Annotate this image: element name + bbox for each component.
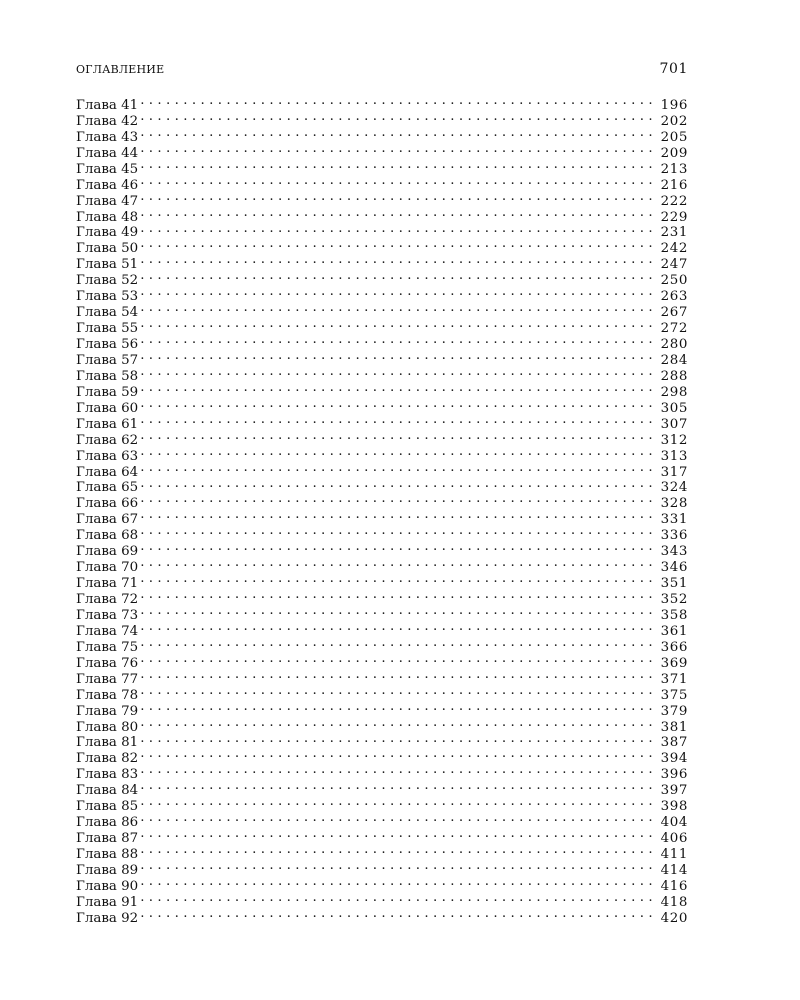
toc-entry[interactable] bbox=[76, 858, 688, 874]
toc-entry-page: 398 bbox=[660, 799, 688, 811]
toc-entry[interactable] bbox=[76, 300, 688, 316]
toc-entry[interactable] bbox=[76, 236, 688, 252]
dot-leader bbox=[140, 715, 657, 731]
toc-entry-page: 394 bbox=[660, 751, 688, 763]
toc-entry[interactable] bbox=[76, 699, 688, 715]
toc-entry[interactable] bbox=[76, 93, 688, 109]
toc-entry[interactable] bbox=[76, 364, 688, 380]
dot-leader bbox=[140, 348, 657, 364]
toc-entry-page: 328 bbox=[660, 496, 688, 508]
dot-leader bbox=[140, 491, 657, 507]
dot-leader bbox=[140, 412, 657, 428]
table-of-contents bbox=[76, 93, 688, 922]
dot-leader bbox=[140, 380, 657, 396]
dot-leader bbox=[140, 221, 657, 237]
toc-entry-page: 317 bbox=[660, 464, 688, 476]
toc-entry-label: Глава 64 bbox=[76, 464, 139, 476]
toc-entry[interactable] bbox=[76, 316, 688, 332]
toc-entry[interactable] bbox=[76, 842, 688, 858]
toc-entry[interactable] bbox=[76, 810, 688, 826]
dot-leader bbox=[140, 252, 657, 268]
toc-entry[interactable] bbox=[76, 603, 688, 619]
toc-entry-page: 209 bbox=[660, 145, 688, 157]
toc-entry-page: 336 bbox=[660, 528, 688, 540]
toc-entry[interactable] bbox=[76, 157, 688, 173]
toc-entry-label: Глава 85 bbox=[76, 799, 139, 811]
toc-entry-label: Глава 89 bbox=[76, 862, 139, 874]
dot-leader bbox=[140, 173, 657, 189]
dot-leader bbox=[140, 539, 657, 555]
toc-entry[interactable] bbox=[76, 746, 688, 762]
toc-entry-page: 324 bbox=[660, 480, 688, 492]
toc-entry-label: Глава 41 bbox=[76, 97, 139, 109]
dot-leader bbox=[140, 874, 657, 890]
toc-entry-page: 247 bbox=[660, 257, 688, 269]
dot-leader bbox=[140, 205, 657, 221]
toc-entry-label: Глава 65 bbox=[76, 480, 139, 492]
toc-entry[interactable] bbox=[76, 635, 688, 651]
toc-entry-page: 313 bbox=[660, 448, 688, 460]
toc-entry[interactable] bbox=[76, 794, 688, 810]
dot-leader bbox=[140, 778, 657, 794]
toc-entry-label: Глава 50 bbox=[76, 241, 139, 253]
toc-entry[interactable] bbox=[76, 460, 688, 476]
toc-entry-label: Глава 62 bbox=[76, 432, 139, 444]
toc-entry[interactable] bbox=[76, 284, 688, 300]
dot-leader bbox=[140, 762, 657, 778]
dot-leader bbox=[140, 300, 657, 316]
toc-entry[interactable] bbox=[76, 555, 688, 571]
document-page bbox=[76, 0, 688, 1000]
toc-entry-label: Глава 48 bbox=[76, 209, 139, 221]
dot-leader bbox=[140, 571, 657, 587]
toc-entry-label: Глава 59 bbox=[76, 384, 139, 396]
toc-entry-label: Глава 69 bbox=[76, 544, 139, 556]
toc-entry-label: Глава 86 bbox=[76, 815, 139, 827]
toc-entry-page: 351 bbox=[660, 576, 688, 588]
toc-entry[interactable] bbox=[76, 890, 688, 906]
dot-leader bbox=[140, 842, 657, 858]
toc-entry[interactable] bbox=[76, 571, 688, 587]
toc-entry[interactable] bbox=[76, 173, 688, 189]
dot-leader bbox=[140, 507, 657, 523]
toc-entry-page: 298 bbox=[660, 384, 688, 396]
toc-entry-page: 411 bbox=[660, 847, 688, 858]
toc-entry[interactable] bbox=[76, 683, 688, 699]
toc-entry[interactable] bbox=[76, 444, 688, 460]
toc-entry-page: 366 bbox=[660, 639, 688, 651]
toc-entry-page: 369 bbox=[660, 655, 688, 667]
toc-entry[interactable] bbox=[76, 396, 688, 412]
toc-entry-label: Глава 45 bbox=[76, 161, 139, 173]
toc-entry[interactable] bbox=[76, 252, 688, 268]
dot-leader bbox=[140, 731, 657, 747]
toc-entry-page: 396 bbox=[660, 767, 688, 779]
dot-leader bbox=[140, 125, 657, 141]
dot-leader bbox=[140, 268, 657, 284]
page-number: 701 bbox=[659, 61, 688, 77]
toc-entry[interactable] bbox=[76, 221, 688, 237]
dot-leader bbox=[140, 109, 657, 125]
toc-entry[interactable] bbox=[76, 332, 688, 348]
toc-entry-label: Глава 53 bbox=[76, 289, 139, 301]
toc-entry-page: 414 bbox=[660, 862, 688, 874]
dot-leader bbox=[140, 460, 657, 476]
toc-entry-label: Глава 84 bbox=[76, 783, 139, 795]
toc-entry[interactable] bbox=[76, 619, 688, 635]
toc-entry-page: 375 bbox=[660, 687, 688, 699]
toc-entry-label: Глава 71 bbox=[76, 576, 139, 588]
dot-leader bbox=[140, 444, 657, 460]
dot-leader bbox=[140, 332, 657, 348]
toc-entry-label: Глава 78 bbox=[76, 687, 139, 699]
toc-entry-label: Глава 88 bbox=[76, 847, 139, 858]
toc-entry-page: 397 bbox=[660, 783, 688, 795]
toc-entry-label: Глава 60 bbox=[76, 400, 139, 412]
toc-entry-page: 305 bbox=[660, 400, 688, 412]
toc-entry-label: Глава 61 bbox=[76, 416, 139, 428]
toc-entry-page: 358 bbox=[660, 607, 688, 619]
toc-entry-page: 343 bbox=[660, 544, 688, 556]
toc-entry-label: Глава 87 bbox=[76, 831, 139, 843]
toc-entry-page: 267 bbox=[660, 305, 688, 317]
toc-entry[interactable] bbox=[76, 380, 688, 396]
toc-entry[interactable] bbox=[76, 667, 688, 683]
toc-entry-label: Глава 79 bbox=[76, 703, 139, 715]
toc-entry[interactable] bbox=[76, 778, 688, 794]
toc-entry-label: Глава 51 bbox=[76, 257, 139, 269]
toc-entry-label: Глава 67 bbox=[76, 512, 139, 524]
toc-entry-page: 272 bbox=[660, 321, 688, 333]
toc-entry[interactable] bbox=[76, 539, 688, 555]
toc-entry-page: 280 bbox=[660, 337, 688, 348]
toc-entry-page: 379 bbox=[660, 703, 688, 715]
toc-entry-page: 352 bbox=[660, 592, 688, 603]
toc-entry-label: Глава 68 bbox=[76, 528, 139, 540]
dot-leader bbox=[140, 635, 657, 651]
toc-entry-label: Глава 47 bbox=[76, 193, 139, 205]
dot-leader bbox=[140, 699, 657, 715]
dot-leader bbox=[140, 683, 657, 699]
toc-entry-page: 216 bbox=[660, 177, 688, 189]
dot-leader bbox=[140, 93, 657, 109]
toc-entry[interactable] bbox=[76, 651, 688, 667]
dot-leader bbox=[140, 364, 657, 380]
toc-entry-page: 418 bbox=[660, 894, 688, 906]
dot-leader bbox=[140, 826, 657, 842]
toc-entry-page: 406 bbox=[660, 831, 688, 843]
toc-entry-page: 331 bbox=[660, 512, 688, 524]
dot-leader bbox=[140, 236, 657, 252]
toc-entry-label: Глава 63 bbox=[76, 448, 139, 460]
toc-entry[interactable] bbox=[76, 491, 688, 507]
dot-leader bbox=[140, 189, 657, 205]
toc-entry[interactable] bbox=[76, 125, 688, 141]
dot-leader bbox=[140, 555, 657, 571]
dot-leader bbox=[140, 746, 657, 762]
toc-entry[interactable] bbox=[76, 412, 688, 428]
toc-entry-label: Глава 90 bbox=[76, 878, 139, 890]
dot-leader bbox=[140, 157, 657, 173]
toc-entry[interactable] bbox=[76, 906, 688, 922]
toc-entry-page: 284 bbox=[660, 352, 688, 364]
dot-leader bbox=[140, 523, 657, 539]
dot-leader bbox=[140, 316, 657, 332]
dot-leader bbox=[140, 587, 657, 603]
dot-leader bbox=[140, 603, 657, 619]
toc-entry-page: 196 bbox=[660, 97, 688, 109]
toc-entry-label: Глава 46 bbox=[76, 177, 139, 189]
toc-entry[interactable] bbox=[76, 587, 688, 603]
toc-entry-label: Глава 72 bbox=[76, 592, 139, 603]
running-head-title: ОГЛАВЛЕНИЕ bbox=[76, 63, 165, 76]
toc-entry[interactable] bbox=[76, 507, 688, 523]
toc-entry-page: 202 bbox=[660, 113, 688, 125]
toc-entry[interactable] bbox=[76, 109, 688, 125]
toc-entry[interactable] bbox=[76, 476, 688, 492]
toc-entry-label: Глава 91 bbox=[76, 894, 139, 906]
toc-entry-label: Глава 80 bbox=[76, 719, 139, 731]
toc-entry-page: 307 bbox=[660, 416, 688, 428]
toc-entry[interactable] bbox=[76, 523, 688, 539]
toc-entry-page: 371 bbox=[660, 671, 688, 683]
toc-entry[interactable] bbox=[76, 189, 688, 205]
dot-leader bbox=[140, 141, 657, 157]
toc-entry[interactable] bbox=[76, 731, 688, 747]
toc-entry[interactable] bbox=[76, 715, 688, 731]
toc-entry-label: Глава 57 bbox=[76, 352, 139, 364]
toc-entry-page: 387 bbox=[660, 735, 688, 747]
dot-leader bbox=[140, 396, 657, 412]
toc-entry-label: Глава 42 bbox=[76, 113, 139, 125]
toc-entry-page: 250 bbox=[660, 273, 688, 285]
toc-entry-page: 420 bbox=[660, 910, 688, 922]
toc-entry-page: 231 bbox=[660, 225, 688, 237]
toc-entry[interactable] bbox=[76, 762, 688, 778]
toc-entry-label: Глава 73 bbox=[76, 607, 139, 619]
dot-leader bbox=[140, 476, 657, 492]
toc-entry-page: 346 bbox=[660, 560, 688, 572]
dot-leader bbox=[140, 858, 657, 874]
dot-leader bbox=[140, 428, 657, 444]
toc-entry-page: 404 bbox=[660, 815, 688, 827]
dot-leader bbox=[140, 794, 657, 810]
dot-leader bbox=[140, 619, 657, 635]
toc-entry-label: Глава 52 bbox=[76, 273, 139, 285]
dot-leader bbox=[140, 890, 657, 906]
toc-entry-label: Глава 74 bbox=[76, 623, 139, 635]
dot-leader bbox=[140, 906, 657, 922]
toc-entry-page: 242 bbox=[660, 241, 688, 253]
toc-entry[interactable] bbox=[76, 268, 688, 284]
toc-entry-label: Глава 56 bbox=[76, 337, 139, 348]
toc-entry-label: Глава 55 bbox=[76, 321, 139, 333]
running-head bbox=[76, 61, 688, 79]
toc-entry-label: Глава 75 bbox=[76, 639, 139, 651]
toc-entry-label: Глава 92 bbox=[76, 910, 139, 922]
toc-entry-page: 416 bbox=[660, 878, 688, 890]
toc-entry-label: Глава 44 bbox=[76, 145, 139, 157]
toc-entry-page: 312 bbox=[660, 432, 688, 444]
toc-entry-page: 222 bbox=[660, 193, 688, 205]
dot-leader bbox=[140, 810, 657, 826]
toc-entry-label: Глава 82 bbox=[76, 751, 139, 763]
toc-entry-label: Глава 81 bbox=[76, 735, 139, 747]
toc-entry[interactable] bbox=[76, 826, 688, 842]
toc-entry-label: Глава 70 bbox=[76, 560, 139, 572]
toc-entry-label: Глава 83 bbox=[76, 767, 139, 779]
toc-entry-page: 205 bbox=[660, 129, 688, 141]
toc-entry-page: 288 bbox=[660, 368, 688, 380]
toc-entry[interactable] bbox=[76, 348, 688, 364]
toc-entry-label: Глава 77 bbox=[76, 671, 139, 683]
toc-entry-page: 381 bbox=[660, 719, 688, 731]
toc-entry-page: 213 bbox=[660, 161, 688, 173]
toc-entry-label: Глава 76 bbox=[76, 655, 139, 667]
dot-leader bbox=[140, 284, 657, 300]
toc-entry-page: 263 bbox=[660, 289, 688, 301]
toc-entry[interactable] bbox=[76, 428, 688, 444]
toc-entry-page: 361 bbox=[660, 623, 688, 635]
dot-leader bbox=[140, 667, 657, 683]
toc-entry-label: Глава 54 bbox=[76, 305, 139, 317]
dot-leader bbox=[140, 651, 657, 667]
toc-entry[interactable] bbox=[76, 141, 688, 157]
toc-entry-label: Глава 66 bbox=[76, 496, 139, 508]
toc-entry[interactable] bbox=[76, 874, 688, 890]
toc-entry-label: Глава 49 bbox=[76, 225, 139, 237]
toc-entry-label: Глава 58 bbox=[76, 368, 139, 380]
toc-entry-page: 229 bbox=[660, 209, 688, 221]
toc-entry-label: Глава 43 bbox=[76, 129, 139, 141]
toc-entry[interactable] bbox=[76, 205, 688, 221]
